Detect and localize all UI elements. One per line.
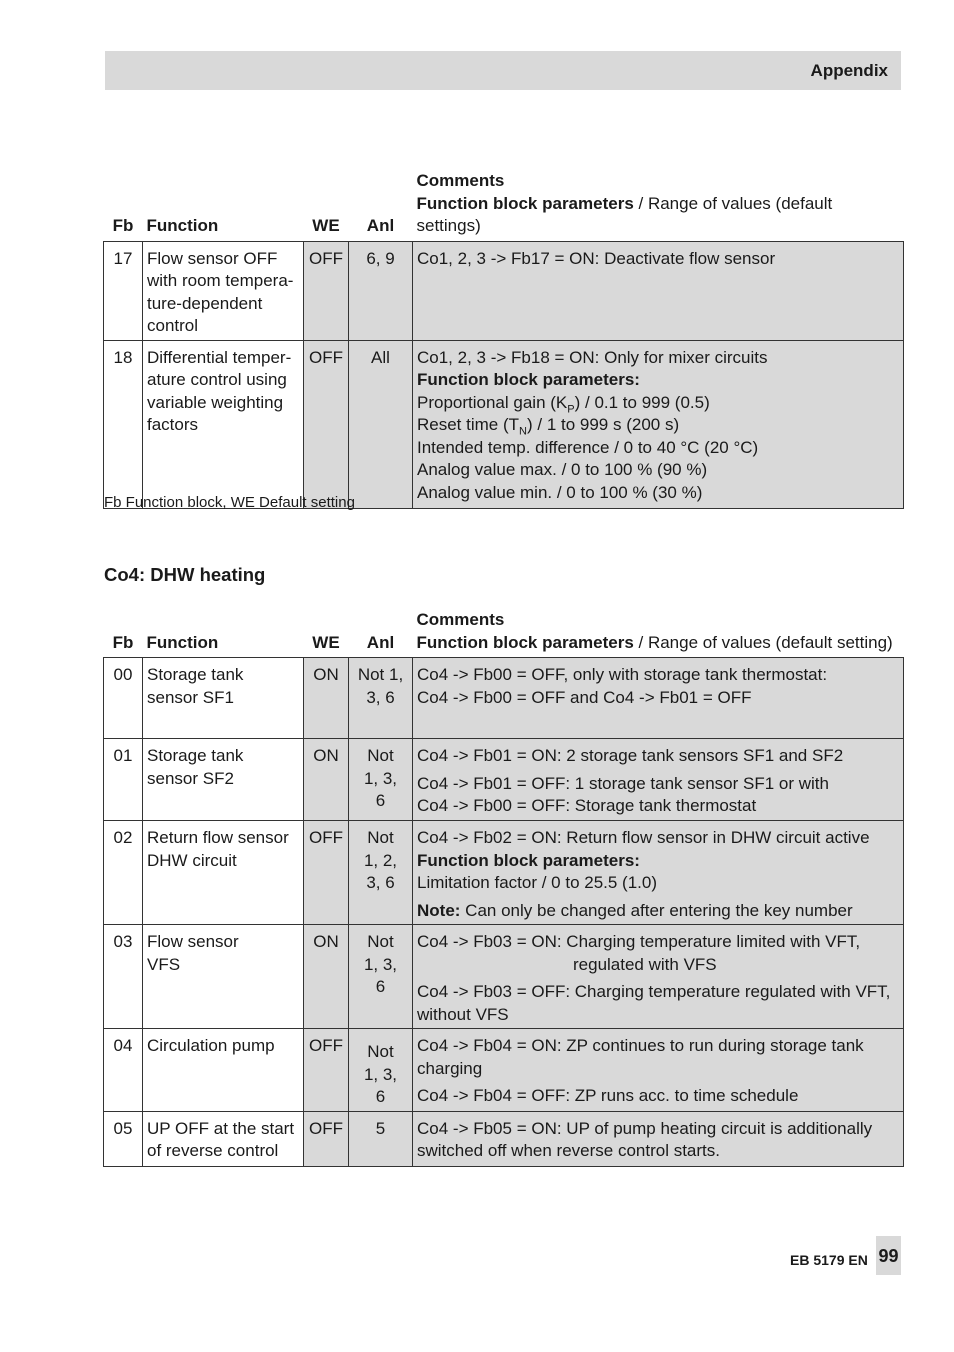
table-footnote: Fb Function block, WE Default setting	[104, 494, 355, 511]
col-comments-title: Comments	[416, 610, 505, 629]
cell-we: OFF	[304, 241, 349, 340]
cell-comments	[413, 241, 904, 340]
cell-we: ON	[304, 925, 349, 1029]
cell-anl: Not 1, 3, 6	[349, 658, 413, 739]
params-label: Function block parameters:	[417, 850, 640, 870]
anl-line: Not	[367, 746, 394, 765]
co4-function-block-table	[103, 609, 904, 1167]
col-function: Function	[146, 216, 219, 235]
cell-fb: 00	[104, 658, 143, 739]
param-text: Reset time (T	[417, 415, 520, 434]
table-header-row	[104, 609, 904, 658]
cell-fb: 02	[104, 821, 143, 925]
cell-fb: 05	[104, 1111, 143, 1166]
col-function: Function	[146, 632, 219, 652]
param-subscript: P	[567, 402, 575, 415]
cell-fb: 04	[104, 1029, 143, 1112]
cell-we: OFF	[304, 340, 349, 508]
col-we: WE	[312, 632, 340, 652]
anl-line: 1, 3,	[363, 954, 398, 974]
comment-line: Co4 -> Fb01 = OFF: 1 storage tank sensor SF1 or with	[417, 773, 829, 793]
comment-line: Co4 -> Fb05 = ON: UP of pump heating circuit is additionally switched off when reverse control starts.	[417, 1118, 873, 1160]
table-header-row	[104, 170, 904, 241]
param-line	[417, 392, 899, 415]
cell-function: Flow sensor OFF with room tempera-ture-dependent control	[143, 241, 304, 340]
cell-fb: 17	[104, 241, 143, 340]
cell-fb: 01	[104, 739, 143, 821]
col-comments	[413, 170, 904, 241]
col-anl: Anl	[366, 632, 395, 652]
comment-line: Co4 -> Fb01 = ON: 2 storage tank sensors SF1 and SF2	[417, 746, 844, 765]
table-row	[104, 1029, 904, 1112]
cell-comments	[413, 925, 904, 1029]
cell-comments	[413, 658, 904, 739]
comment-line: Co4 -> Fb03 = ON: Charging temperature limited with VFT,	[417, 932, 861, 951]
cell-we: OFF	[304, 1029, 349, 1112]
param-line: Intended temp. difference / 0 to 40 °C (20 °C)	[417, 437, 759, 457]
cell-we: OFF	[304, 821, 349, 925]
document-code: EB 5179 EN	[790, 1252, 868, 1268]
cell-anl	[349, 925, 413, 1029]
header-bar	[105, 51, 901, 90]
note-label: Note:	[417, 900, 461, 920]
cell-comments	[413, 1111, 904, 1166]
col-comments-range: / Range of values (default setting)	[633, 632, 893, 652]
col-we: WE	[312, 216, 340, 235]
table-row	[104, 658, 904, 739]
cell-anl: 5	[349, 1111, 413, 1166]
table-row	[104, 925, 904, 1029]
cell-comments	[413, 1029, 904, 1112]
anl-line: Not	[367, 828, 394, 847]
cell-anl	[349, 1029, 413, 1112]
col-anl: Anl	[366, 216, 395, 235]
cell-we: OFF	[304, 1111, 349, 1166]
col-fb: Fb	[112, 216, 134, 235]
col-comments-title: Comments	[416, 171, 505, 190]
col-comments	[413, 609, 904, 658]
cell-comments	[413, 739, 904, 821]
comment-line: Co4 -> Fb02 = ON: Return flow sensor in DHW circuit active	[417, 828, 870, 847]
param-line	[417, 414, 899, 437]
cell-function: Circulation pump	[143, 1029, 304, 1112]
cell-function: Storage tank sensor SF1	[143, 658, 304, 739]
cell-function: Storage tank sensor SF2	[143, 739, 304, 821]
page-section-title: Appendix	[810, 61, 888, 80]
cell-function: UP OFF at the start of reverse control	[143, 1111, 304, 1166]
note-text: Can only be changed after entering the key number	[460, 900, 853, 920]
anl-line: 6	[375, 1087, 386, 1106]
param-text: Proportional gain (K	[417, 392, 568, 412]
param-subscript: N	[519, 425, 527, 438]
cell-anl	[349, 821, 413, 925]
cell-fb: 03	[104, 925, 143, 1029]
comment-line: regulated with VFS	[573, 954, 717, 974]
param-line: Analog value min. / 0 to 100 % (30 %)	[417, 482, 703, 502]
table-row	[104, 821, 904, 925]
anl-line: 6	[375, 977, 386, 996]
cell-comments	[413, 821, 904, 925]
comment-line: Co4 -> Fb00 = OFF, only with storage tank thermostat:	[417, 665, 828, 684]
cell-function: Return flow sensor DHW circuit	[143, 821, 304, 925]
col-comments-range: / Range of values (default settings)	[416, 193, 833, 235]
cell-function: Differential temper-ature control using variable weighting factors	[143, 340, 304, 508]
comment-line: Co1, 2, 3 -> Fb18 = ON: Only for mixer circuits	[417, 347, 768, 367]
col-fb: Fb	[112, 632, 134, 652]
comment-line: Co4 -> Fb00 = OFF: Storage tank thermostat	[417, 796, 757, 815]
comment-line: Co4 -> Fb04 = ON: ZP continues to run during storage tank charging	[417, 1036, 864, 1078]
anl-line: 1, 3,	[363, 1064, 398, 1084]
comment-line: Co4 -> Fb03 = OFF: Charging temperature regulated with VFT, without VFS	[417, 982, 891, 1024]
table-row	[104, 340, 904, 508]
cell-comments	[413, 340, 904, 508]
cell-anl: All	[349, 340, 413, 508]
comment-line: Limitation factor / 0 to 25.5 (1.0)	[417, 873, 658, 892]
comment-line: Co1, 2, 3 -> Fb17 = ON: Deactivate flow sensor	[417, 248, 776, 268]
anl-line: Not	[367, 1042, 394, 1061]
param-text: ) / 1 to 999 s (200 s)	[526, 415, 680, 434]
anl-line: Not	[367, 932, 394, 951]
note-line	[417, 900, 899, 923]
section-heading: Co4: DHW heating	[104, 564, 266, 585]
anl-line: 1, 3,	[363, 768, 398, 788]
cell-fb: 18	[104, 340, 143, 508]
table-row	[104, 241, 904, 340]
anl-line: 1, 2,	[363, 850, 398, 870]
table-row	[104, 739, 904, 821]
param-line: Analog value max. / 0 to 100 % (90 %)	[417, 460, 708, 479]
comment-line: Co4 -> Fb00 = OFF and Co4 -> Fb01 = OFF	[417, 687, 752, 707]
table-row	[104, 1111, 904, 1166]
cell-we: ON	[304, 658, 349, 739]
cell-we: ON	[304, 739, 349, 821]
cell-anl	[349, 739, 413, 821]
params-label: Function block parameters:	[417, 370, 640, 389]
param-text: ) / 0.1 to 999 (0.5)	[574, 392, 710, 412]
co3-function-block-table	[103, 170, 904, 509]
page-number-box	[876, 1236, 901, 1275]
col-comments-bold: Function block parameters	[416, 632, 634, 652]
col-comments-bold: Function block parameters	[416, 193, 634, 213]
cell-function: Flow sensor VFS	[143, 925, 304, 1029]
anl-line: 3, 6	[366, 873, 395, 892]
cell-anl: 6, 9	[349, 241, 413, 340]
anl-line: 6	[375, 791, 386, 810]
comment-line: Co4 -> Fb04 = OFF: ZP runs acc. to time schedule	[417, 1086, 799, 1105]
page-number: 99	[878, 1246, 899, 1266]
